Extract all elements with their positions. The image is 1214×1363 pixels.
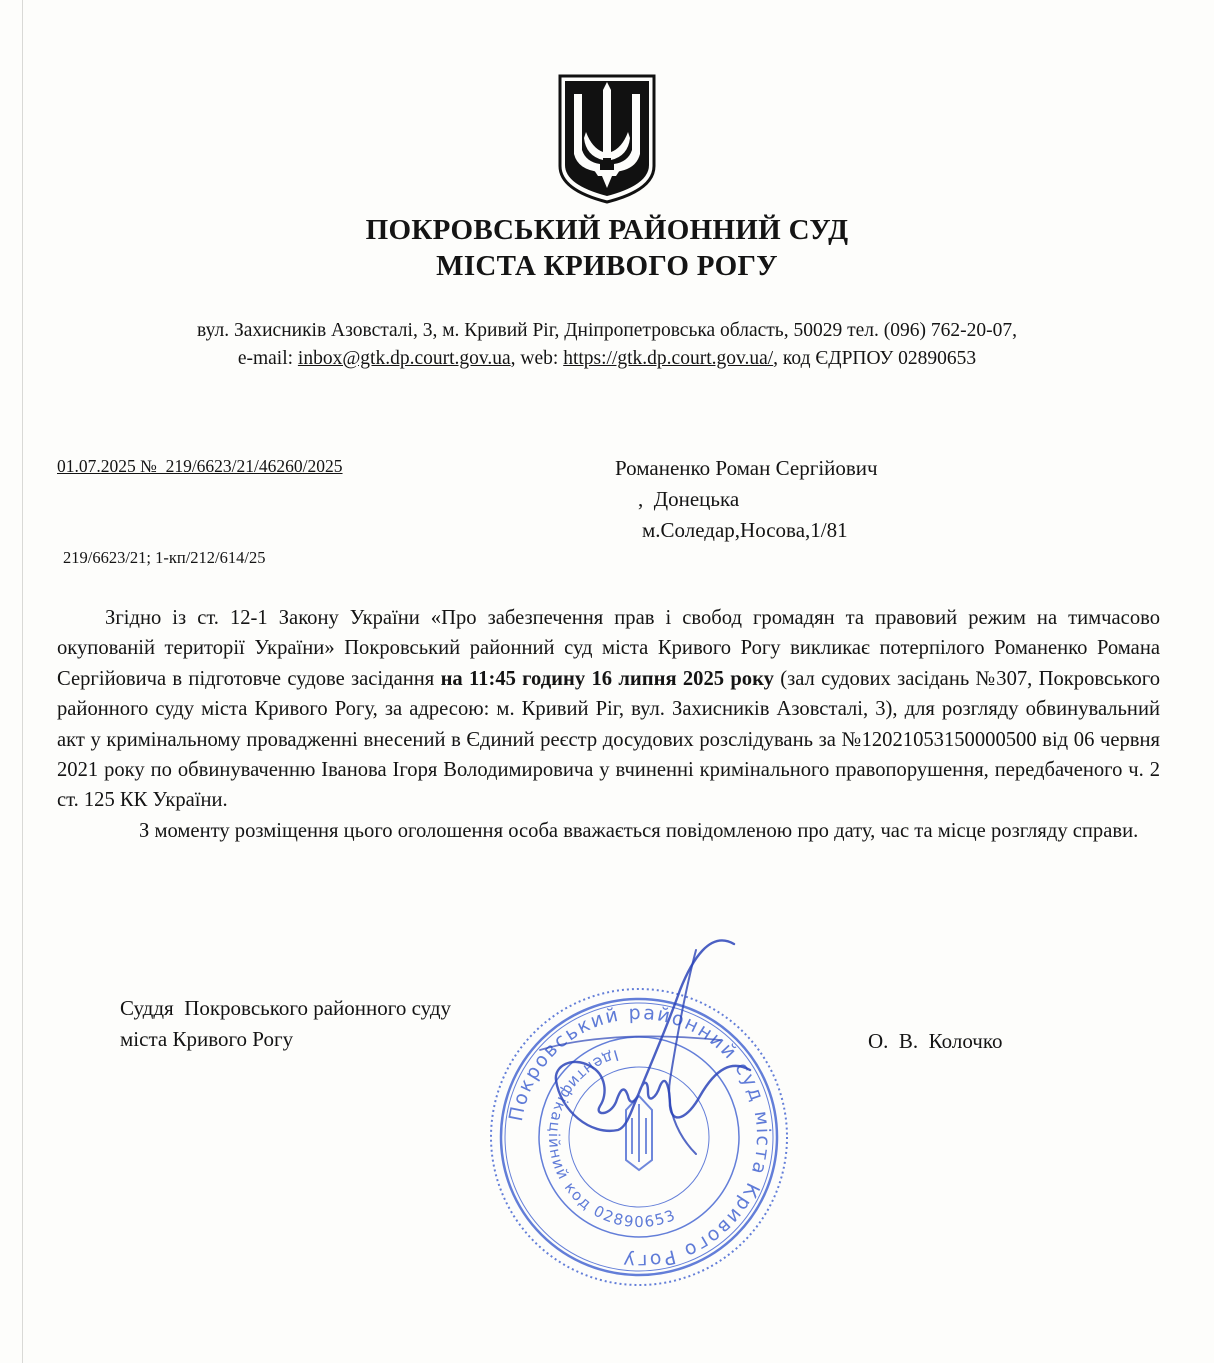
summons-paragraph-1 xyxy=(57,603,1160,816)
case-numbers: 219/6623/21; 1-кп/212/614/25 xyxy=(63,548,266,567)
registration-number: 01.07.2025 № 219/6623/21/46260/2025 xyxy=(57,456,343,476)
court-address: вул. Захисників Азовсталі, 3, м. Кривий Ріг, Дніпропетровська область, 50029 тел. (096) 762-20-07, xyxy=(197,320,1017,341)
paragraph-text: Згідно із ст. 12-1 Закону України «Про забезпечення прав і свобод громадян та правовий режим на тимчасово окупованій території України» Покровський районний суд міста Кривого Рогу викликає потерпілого Романенко Романа Сергійовича в підготовче судове засідання xyxy=(57,607,1160,690)
edrpou-code: , код ЄДРПОУ 02890653 xyxy=(773,348,977,369)
addressee-name: Романенко Роман Сергійович xyxy=(615,456,878,480)
email-link[interactable]: inbox@gtk.dp.court.gov.ua xyxy=(297,348,511,369)
addressee-region: , Донецька xyxy=(638,487,740,511)
svg-text:Ідентифікаційний код 02890653: Ідентифікаційний код 02890653 xyxy=(544,1045,679,1232)
paragraph-text: (зал судових засідань №307, Покровського районного суду міста Кривого Рогу, за адресою: м. Кривий Ріг, вул. Захисників Азовсталі, 3), для розгляду обвинувальний акт у кримінальному провадженні внесений в Єдиний реєстр досудових розслідувань за №12021053150000500 від 06 червня 2021 року по обвинуваченню Іванова Ігоря Володимировича у вчиненні кримінального правопорушення, передбаченого ч. 2 ст. 125 КК України. xyxy=(57,667,1160,812)
addressee-address: м.Соледар,Носова,1/81 xyxy=(642,518,848,542)
judge-title-line1: Суддя Покровського районного суду xyxy=(120,996,452,1020)
court-contacts xyxy=(0,348,1214,370)
website-link[interactable]: https://gtk.dp.court.gov.ua/ xyxy=(563,348,774,369)
svg-text:Покровський районний суд міста: Покровський районний суд міста Кривого Рогу xyxy=(504,1001,775,1273)
summons-paragraph-2: З моменту розміщення цього оголошення особа вважається повідомленою про дату, час та місце розгляду справи. xyxy=(139,819,1139,842)
summons-body xyxy=(57,603,1160,846)
hearing-datetime: на 11:45 годину 16 липня 2025 року xyxy=(440,667,774,690)
web-label: , web: xyxy=(510,348,564,369)
scan-edge-line xyxy=(22,0,23,1363)
court-name-line2: МІСТА КРИВОГО РОГУ xyxy=(436,250,778,282)
email-label: e-mail: xyxy=(237,348,298,369)
trident-emblem-icon xyxy=(556,72,658,206)
judge-signature xyxy=(520,920,760,1200)
court-name-line1: ПОКРОВСЬКИЙ РАЙОННИЙ СУД xyxy=(365,214,849,246)
judge-title-line2: міста Кривого Рогу xyxy=(120,1027,294,1051)
judge-name: О. В. Колочко xyxy=(868,1029,1003,1053)
